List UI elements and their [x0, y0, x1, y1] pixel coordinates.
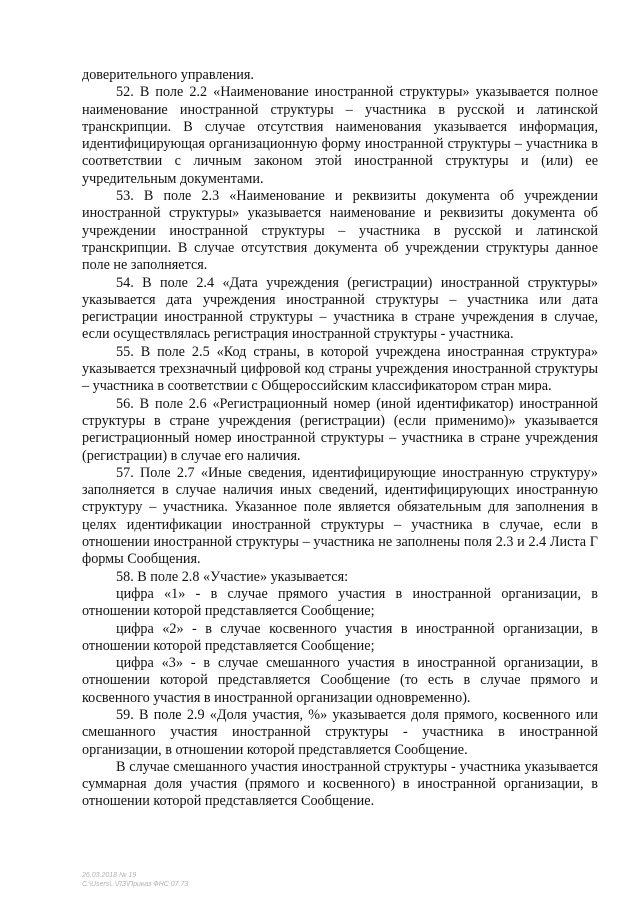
footer-path-line: С:\Users\..\ЛЗ\Приказ ФНС 07.73 [82, 880, 189, 888]
paragraph-58-item-2: цифра «2» - в случае косвенного участия в иностранной организации, в отношении которой представляется Сообщение; [82, 620, 598, 654]
paragraph-58-item-3: цифра «3» - в случае смешанного участия в иностранной организации, в отношении которой представляется Сообщение (то есть в случае прямого и косвенного участия в иностранной организации одновременно). [82, 655, 598, 706]
paragraph-55: 55. В поле 2.5 «Код страны, в которой учреждена иностранная структура» указывается трехзначный цифровой код страны учреждения иностранной структуры – участника в соответствии с Общероссийским классификатором стран мира. [82, 343, 598, 395]
paragraph-58: 58. В поле 2.8 «Участие» указывается: [116, 568, 349, 585]
document-footer [82, 872, 188, 889]
paragraph-58-item-1: цифра «1» - в случае прямого участия в иностранной организации, в отношении которой представляется Сообщение; [82, 585, 598, 620]
document-body [82, 67, 598, 811]
paragraph-52: 52. В поле 2.2 «Наименование иностранной структуры» указывается полное наименование иностранной структуры – участника в русской и латинской транскрипции. В случае отсутствия наименования указывается информация, идентифицирующая организационную форму иностранной структуры – участника в соответствии с личным законом этой иностранной структуры и (или) ее учредительным документами. [82, 84, 598, 187]
paragraph-56: 56. В поле 2.6 «Регистрационный номер (иной идентификатор) иностранной структуры в стране учреждения (регистрации) (если применимо)» указывается регистрационный номер иностранной структуры – участника в стране учреждения (регистрации) в случае его наличия. [82, 395, 598, 464]
paragraph-continuation: доверительного управления. [82, 67, 254, 83]
paragraph-53: 53. В поле 2.3 «Наименование и реквизиты документа об учреждении иностранной структуры» указывается наименование и реквизиты документа об учреждении иностранной структуры – участника в русской и латинской транскрипции. В случае отсутствия документа об учреждении структуры данное поле не заполняется. [82, 188, 598, 274]
paragraph-57: 57. Поле 2.7 «Иные сведения, идентифицирующие иностранную структуру» заполняется в случае наличия иных сведений, идентифицирующих иностранную структуру – участника. Указанное поле является обязательным для заполнения в целях идентификации иностранной структуры – участника в случае, если в отношении иностранной структуры – участника не заполнены поля 2.3 и 2.4 Листа Г формы Сообщения. [82, 464, 598, 568]
paragraph-59-continuation: В случае смешанного участия иностранной структуры - участника указывается суммарная доля участия (прямого и косвенного) в иностранной организации, в отношении которой представляется Сообщение. [82, 758, 598, 810]
paragraph-59: 59. В поле 2.9 «Доля участия, %» указывается доля прямого, косвенного или смешанного участия иностранной структуры - участника в иностранной организации, в отношении которой представляется Сообщение. [82, 706, 598, 758]
paragraph-54: 54. В поле 2.4 «Дата учреждения (регистрации) иностранной структуры» указывается дата учреждения иностранной структуры – участника или дата регистрации иностранной структуры – участника в стране учреждения в случае, если осуществлялась регистрация иностранной структуры - участника. [82, 274, 598, 343]
footer-date-line: 26.03.2018 № 19 [82, 872, 137, 879]
